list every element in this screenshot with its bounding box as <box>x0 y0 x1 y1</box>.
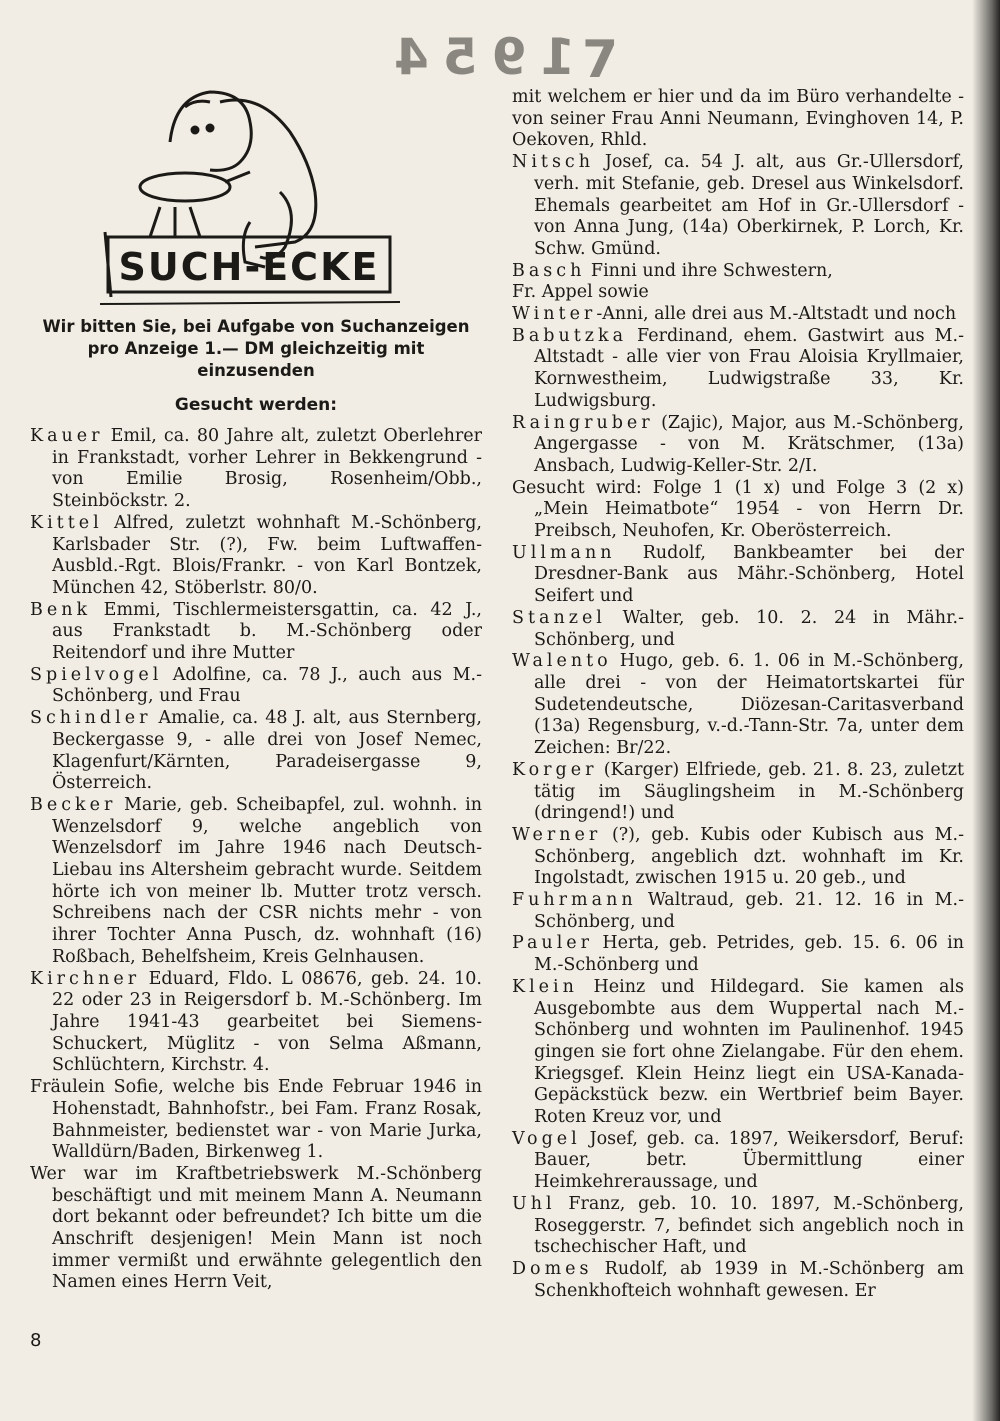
stamp-digit: 7 <box>582 30 619 90</box>
entry-surname: Vogel <box>512 1128 581 1149</box>
search-entry <box>30 665 482 708</box>
entry-surname: Fuhrmann <box>512 890 637 911</box>
entry-text: Alfred, zuletzt wohnhaft M.-Schönberg, Karlsbader Str. (?), Fw. beim Luftwaffen-Ausbld.-Rgt. Blois/Frankr. - von Karl Bontzek, München 42, Stöberlstr. 80/0. <box>52 512 482 598</box>
search-entry <box>30 969 482 1078</box>
search-entry <box>512 1259 964 1302</box>
entry-surname: Winter <box>512 304 597 325</box>
entry-surname: Klein <box>512 976 578 997</box>
entry-surname: Korger <box>512 759 598 780</box>
entry-surname: Schindler <box>30 708 152 729</box>
entry-text: Heinz und Hildegard. Sie kamen als Ausgebombte aus dem Wuppertal nach M.-Schönberg und wohnten im Paulinenhof. 1945 gingen sie fort ohne Zielangabe. Für den ehem. Kriegsgef. Klein Heinz liegt ein USA-Kanada-Gepäckstück bezw. ein Wertbrief beim Bayer. Roten Kreuz vor, und <box>534 976 964 1128</box>
search-entry <box>512 326 964 413</box>
entry-text: Herta, geb. Petrides, geb. 15. 6. 06 in M.-Schönberg und <box>534 933 964 976</box>
search-entry <box>512 977 964 1129</box>
search-entry <box>30 1164 482 1294</box>
entry-text: (?), geb. Kubis oder Kubisch aus M.-Schönberg, angeblich dzt. wohnhaft im Kr. Ingolstadt, zwischen 1915 u. 20 geb., und <box>534 824 964 889</box>
entry-text: mit welchem er hier und da im Büro verhandelte - von seiner Frau Anni Neumann, Evinghoven 14, P. Oekoven, Rhld. <box>512 87 964 151</box>
search-entry <box>512 304 964 326</box>
entry-text: Waltraud, geb. 21. 12. 16 in M.-Schönberg, und <box>534 890 964 932</box>
search-entry <box>512 1129 964 1194</box>
entry-text: Fräulein Sofie, welche bis Ende Februar 1946 in Hohenstadt, Bahnhofstr., bei Fam. Franz Rosak, Bahnmeister, bedienstet war - von Marie Jurka, Walldürn/Baden, Birkenweg 1. <box>30 1077 482 1163</box>
entry-surname: Spielvogel <box>30 664 163 685</box>
entry-surname: Uhl <box>512 1193 556 1214</box>
entry-surname: Domes <box>512 1258 593 1279</box>
search-entry <box>512 282 964 304</box>
entry-surname: Basch <box>512 260 586 281</box>
entry-surname: Kirchner <box>30 968 141 989</box>
entry-text: Rudolf, Bankbeamter bei der Dresdner-Bank aus Mähr.-Schönberg, Hotel Seifert und <box>534 542 964 607</box>
entry-surname: Kittel <box>30 512 103 533</box>
right-column <box>512 87 964 1302</box>
entry-surname: Werner <box>512 824 602 845</box>
search-entry <box>512 651 964 760</box>
entry-text: Josef, ca. 54 J. alt, aus Gr.-Ullersdorf, verh. mit Stefanie, geb. Dresel aus Winkelsdorf. Ehemals gearbeitet am Hof in Gr.-Ullersdorf - von Anna Jung, (14a) Oberkirnek, P. Lorch, Kr. Schw. Gmünd. <box>534 152 964 259</box>
entry-text: -Anni, alle drei aus M.-Altstadt und noch <box>596 304 957 325</box>
entry-text: Franz, geb. 10. 10. 1897, M.-Schönberg, Roseggerstr. 7, befindet sich angeblich noch in tschechischer Haft, und <box>534 1193 964 1258</box>
year-stamp: 1954 <box>380 28 576 86</box>
left-column <box>30 426 482 1294</box>
entry-text: Emmi, Tischlermeistersgattin, ca. 42 J., aus Frankstadt b. M.-Schönberg oder Reitendorf und ihre Mutter <box>52 599 482 664</box>
search-entry <box>512 87 964 152</box>
entry-surname: Babutzka <box>512 325 628 346</box>
entry-text: Walter, geb. 10. 2. 24 in Mähr.-Schönberg, und <box>534 607 964 650</box>
such-ecke-title: SUCH-ECKE <box>118 245 380 289</box>
entry-text: Gesucht wird: Folge 1 (1 x) und Folge 3 (2 x) „Mein Heimatbote“ 1954 - von Herrn Dr. Preibsch, Neuhofen, Kr. Oberösterreich. <box>512 477 964 542</box>
entry-text: Rudolf, ab 1939 in M.-Schönberg am Schenkhofteich wohnhaft gewesen. Er <box>534 1258 964 1301</box>
entry-text: Josef, geb. ca. 1897, Weikersdorf, Beruf: Bauer, betr. Übermittlung einer Heimkehreraussage, und <box>534 1128 964 1193</box>
entry-surname: Raingruber <box>512 412 654 433</box>
search-entry <box>30 708 482 795</box>
search-entry <box>512 543 964 608</box>
search-entry <box>512 608 964 651</box>
search-entry <box>512 413 964 478</box>
search-entry <box>30 795 482 969</box>
entry-text: Fr. Appel sowie <box>512 282 649 303</box>
entry-surname: Nitsch <box>512 152 594 173</box>
entry-surname: Pauler <box>512 933 594 954</box>
entry-surname: Stanzel <box>512 607 606 628</box>
search-entry <box>30 426 482 513</box>
entry-text: Ferdinand, ehem. Gastwirt aus M.-Altstadt - alle vier von Frau Aloisia Kryllmaier, Kornwestheim, Ludwigstraße 33, Kr. Ludwigsburg. <box>534 325 964 411</box>
entry-text: Adolfine, ca. 78 J., auch aus M.-Schönberg, und Frau <box>52 664 482 707</box>
entry-text: Finni und ihre Schwestern, <box>585 260 833 281</box>
search-entry <box>512 760 964 825</box>
search-entry <box>512 825 964 890</box>
search-entry <box>512 152 964 261</box>
section-heading: Gesucht werden: <box>174 395 338 415</box>
search-entry <box>30 513 482 600</box>
entry-surname: Kauer <box>30 426 104 446</box>
entry-text: Emil, ca. 80 Jahre alt, zuletzt Oberlehrer in Frankstadt, vorher Lehrer in Bekkengrund - von Emilie Brosig, Rosenheim/Obb., Steinböckstr. 2. <box>52 426 482 512</box>
page-shadow-edge <box>972 0 1000 1421</box>
search-entry <box>512 890 964 933</box>
entry-text: (Karger) Elfriede, geb. 21. 8. 23, zuletzt tätig im Säuglingsheim in M.-Schönberg (dringend!) und <box>534 759 964 824</box>
entry-surname: Ullmann <box>512 542 616 563</box>
entry-surname: Walento <box>512 651 612 672</box>
search-entry <box>512 933 964 976</box>
entry-text: Marie, geb. Scheibapfel, zul. wohnh. in Wenzelsdorf 9, welche angeblich von Wenzelsdorf im Jahre 1946 nach Deutsch-Liebau ins Altersheim gebracht wurde. Seitdem hörte ich von meiner lb. Mutter trotz versch. Schreibens nach der CSR nichts mehr - von ihrer Tochter Anna Pusch, dz. wohnhaft (16) Roßbach, Behelfsheim, Kreis Gelnhausen. <box>52 794 482 967</box>
notice-text: Wir bitten Sie, bei Aufgabe von Suchanzeigen pro Anzeige 1.— DM gleichzeitig mit einzusenden <box>42 317 470 380</box>
such-ecke-logo <box>100 82 400 312</box>
search-entry <box>512 261 964 283</box>
entry-text: Amalie, ca. 48 J. alt, aus Sternberg, Beckergasse 9, - alle drei von Josef Nemec, Klagenfurt/Kärnten, Paradeisergasse 9, Österreich. <box>52 708 482 794</box>
entry-text: Eduard, Fldo. L 08676, geb. 24. 10. 22 oder 23 in Reigersdorf b. M.-Schönberg. Im Jahre 1941-43 gearbeitet bei Siemens-Schuckert, Müglitz - von Selma Aßmann, Schlüchtern, Kirchstr. 4. <box>52 968 482 1076</box>
search-entry <box>512 1194 964 1259</box>
page-number: 8 <box>30 1330 42 1351</box>
search-entry <box>30 1077 482 1164</box>
search-entry <box>30 600 482 665</box>
entry-surname: Becker <box>30 794 117 815</box>
search-entry <box>512 478 964 543</box>
entry-surname: Benk <box>30 599 92 620</box>
entry-text: (Zajic), Major, aus M.-Schönberg, Angergasse - von M. Krätschmer, (13a) Ansbach, Ludwig-Keller-Str. 2/I. <box>534 412 964 476</box>
entry-text: Hugo, geb. 6. 1. 06 in M.-Schönberg, alle drei - von der Heimatortskartei für Sudetendeutsche, Diözesan-Caritasverband (13a) Regensburg, v.-d.-Tann-Str. 7a, unter dem Zeichen: Br/22. <box>534 651 964 759</box>
entry-text: Wer war im Kraftbetriebswerk M.-Schönberg beschäftigt und mit meinem Mann A. Neumann dort bekannt oder befreundet? Ich bitte um die Anschrift desjenigen! Mein Mann ist noch immer vermißt und erwähnte gelegentlich den Namen eines Herrn Veit, <box>30 1163 482 1293</box>
